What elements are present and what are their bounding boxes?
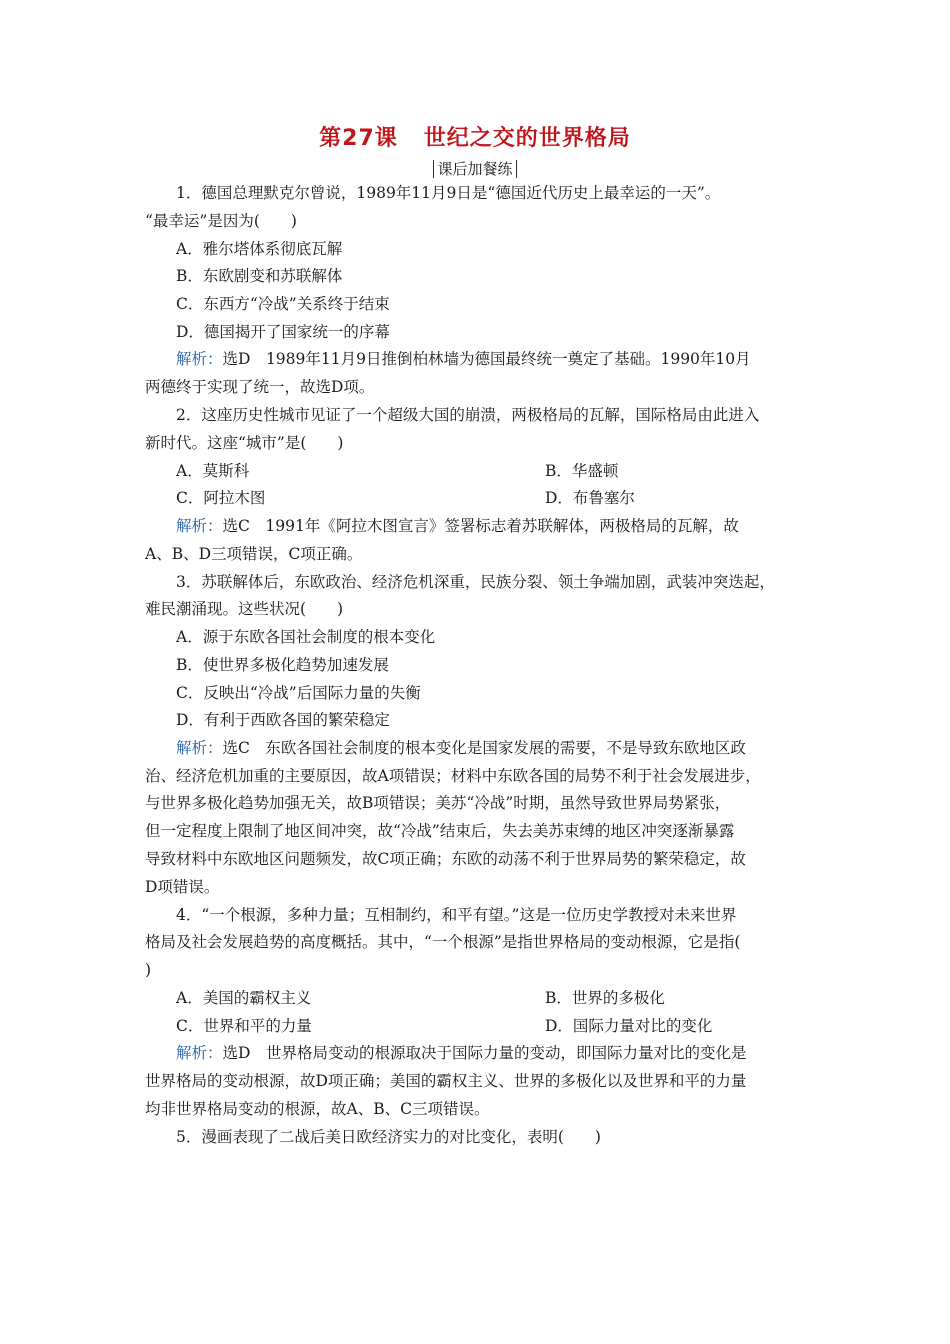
q1-stem-line2: “最幸运”是因为( ) <box>145 212 297 230</box>
q3-analysis-line6: D项错误。 <box>145 878 220 896</box>
q2-option-b: B．华盛顿 <box>545 462 619 480</box>
q3-stem-line1: 3．苏联解体后，东欧政治、经济危机深重，民族分裂、领土争端加剧，武装冲突迭起， <box>176 573 775 591</box>
page-title <box>0 121 950 152</box>
q4-stem-line3: ) <box>145 961 152 979</box>
q5-stem-line1: 5．漫画表现了二战后美日欧经济实力的对比变化，表明( ) <box>176 1128 601 1146</box>
q3-option-b: B．使世界多极化趋势加速发展 <box>176 656 389 674</box>
q3-analysis-line2: 治、经济危机加重的主要原因，故A项错误；材料中东欧各国的局势不利于社会发展进步， <box>145 767 761 785</box>
q3-option-c: C．反映出“冷战”后国际力量的失衡 <box>176 684 421 702</box>
q1-option-b: B．东欧剧变和苏联解体 <box>176 267 343 285</box>
q4-option-d: D．国际力量对比的变化 <box>545 1017 713 1035</box>
q4-option-c: C．世界和平的力量 <box>176 1017 312 1035</box>
q1-analysis-line2: 两德终于实现了统一，故选D项。 <box>145 378 375 396</box>
q2-option-a: A．莫斯科 <box>176 462 250 480</box>
q3-stem-line2: 难民潮涌现。这些状况( ) <box>145 600 344 618</box>
q4-analysis-line3: 均非世界格局变动的根源，故A、B、C三项错误。 <box>145 1100 490 1118</box>
q3-analysis-line1: 解析：选C 东欧各国社会制度的根本变化是国家发展的需要，不是导致东欧地区政 <box>176 739 746 757</box>
q1-analysis-label: 解析： <box>176 350 223 368</box>
q3-option-d: D．有利于西欧各国的繁荣稳定 <box>176 711 390 729</box>
q2-option-d: D．布鲁塞尔 <box>545 489 635 507</box>
q1-option-c: C．东西方“冷战”关系终于结束 <box>176 295 390 313</box>
q4-analysis-label: 解析： <box>176 1044 223 1062</box>
lesson-number: 第27课 <box>319 126 398 151</box>
q1-option-d: D．德国揭开了国家统一的序幕 <box>176 323 390 341</box>
lesson-title: 世纪之交的世界格局 <box>423 126 631 151</box>
q3-analysis-line3: 与世界多极化趋势加强无关，故B项错误；美苏“冷战”时期，虽然导致世界局势紧张， <box>145 794 731 812</box>
q1-analysis-line1: 解析：选D 1989年11月9日推倒柏林墙为德国最终统一奠定了基础。1990年10月 <box>176 350 751 368</box>
q4-option-b: B．世界的多极化 <box>545 989 665 1007</box>
q4-option-a: A．美国的霸权主义 <box>176 989 312 1007</box>
q4-stem-line1: 4．“一个根源，多种力量；互相制约，和平有望。”这是一位历史学教授对未来世界 <box>176 906 737 924</box>
q3-option-a: A．源于东欧各国社会制度的根本变化 <box>176 628 436 646</box>
q4-analysis-line2: 世界格局的变动根源，故D项正确；美国的霸权主义、世界的多极化以及世界和平的力量 <box>145 1072 747 1090</box>
q3-analysis-label: 解析： <box>176 739 223 757</box>
q2-option-c: C．阿拉木图 <box>176 489 266 507</box>
q2-analysis-line1: 解析：选C 1991年《阿拉木图宣言》签署标志着苏联解体，两极格局的瓦解，故 <box>176 517 739 535</box>
q4-analysis-line1: 解析：选D 世界格局变动的根源取决于国际力量的变动，即国际力量对比的变化是 <box>176 1044 747 1062</box>
q2-analysis-label: 解析： <box>176 517 223 535</box>
q2-stem-line2: 新时代。这座“城市”是( ) <box>145 434 344 452</box>
q3-analysis-line4: 但一定程度上限制了地区间冲突，故“冷战”结束后，失去美苏束缚的地区冲突逐渐暴露 <box>145 822 735 840</box>
q4-stem-line2: 格局及社会发展趋势的高度概括。其中，“一个根源”是指世界格局的变动根源，它是指( <box>145 933 741 951</box>
q1-stem-line1: 1．德国总理默克尔曾说，1989年11月9日是“德国近代历史上最幸运的一天”。 <box>176 184 721 202</box>
q2-analysis-line2: A、B、D三项错误，C项正确。 <box>145 545 363 563</box>
section-tag: 课后加餐练 <box>0 158 950 179</box>
q3-analysis-line5: 导致材料中东欧地区问题频发，故C项正确；东欧的动荡不利于世界局势的繁荣稳定，故 <box>145 850 746 868</box>
q2-stem-line1: 2．这座历史性城市见证了一个超级大国的崩溃，两极格局的瓦解，国际格局由此进入 <box>176 406 760 424</box>
q1-option-a: A．雅尔塔体系彻底瓦解 <box>176 240 343 258</box>
